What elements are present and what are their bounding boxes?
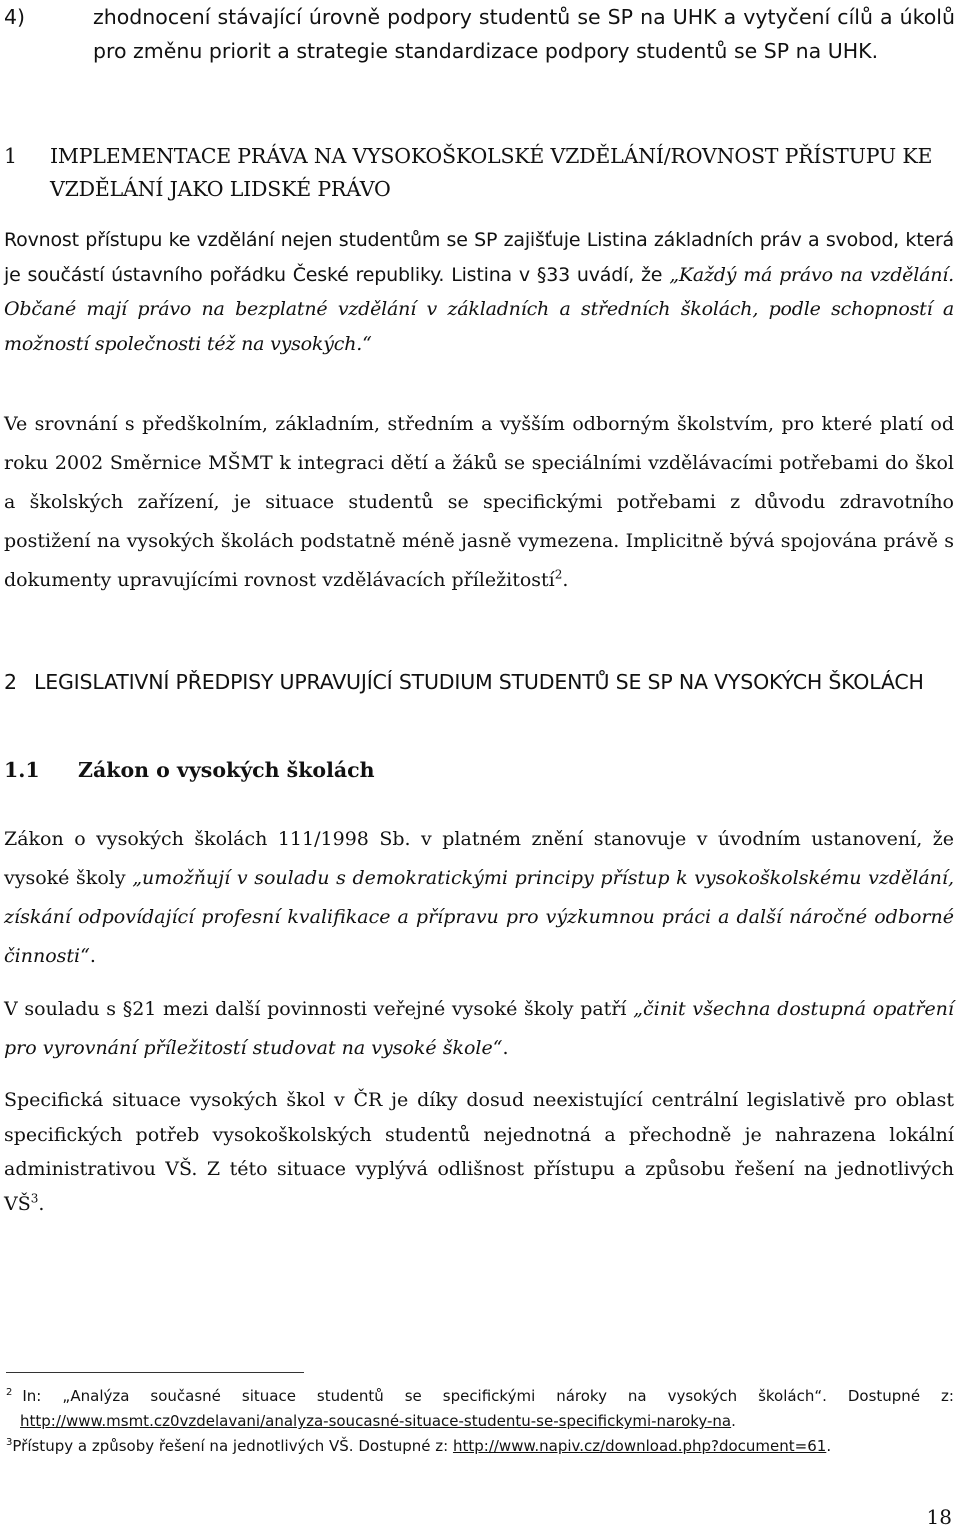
section-title: IMPLEMENTACE PRÁVA NA VYSOKOŠKOLSKÉ VZDĚLÁNÍ/ROVNOST PŘÍSTUPU KE VZDĚLÁNÍ JAKO LIDSKÉ PRÁVO <box>50 144 933 201</box>
footnote-word: školách“. <box>758 1387 827 1405</box>
quote-text: „Každý má právo na vzdělání. Občané mají právo na bezplatné vzdělání v základních a středních školách, podle schopností a možností společnosti též na vysokých.“ <box>4 263 954 355</box>
footnote-2 <box>6 1384 954 1434</box>
paragraph-specificka-situace <box>4 1083 954 1221</box>
list-item-text: zhodnocení stávající úrovně podpory studentů se SP na UHK a vytyčení cílů a úkolů pro změnu priorit a strategie standardizace podpory studentů se SP na UHK. <box>93 5 955 63</box>
section-title: LEGISLATIVNÍ PŘEDPISY UPRAVUJÍCÍ STUDIUM STUDENTŮ SE SP NA VYSOKÝCH ŠKOLÁCH <box>34 670 924 694</box>
quote-text: „umožňují v souladu s demokratickými principy přístup k vysokoškolskému vzdělání, získání odpovídající profesní kvalifikace a přípravu pro výzkumnou práci a další náročné odborné činnosti“ <box>4 867 955 967</box>
footnote-word: situace <box>241 1387 296 1405</box>
footnote-text: Přístupy a způsoby řešení na jednotlivých VŠ. Dostupné z: <box>12 1437 453 1455</box>
punctuation: . <box>562 569 569 591</box>
footnote-word: In: <box>22 1387 42 1405</box>
footnote-line <box>6 1384 954 1409</box>
footnote-word: se <box>404 1387 422 1405</box>
footnote-word: z: <box>941 1387 954 1405</box>
footnote-line <box>6 1409 954 1434</box>
footnote-3 <box>6 1434 954 1459</box>
punctuation: . <box>826 1437 832 1455</box>
footnote-number: 2 <box>6 1387 13 1398</box>
footnote-word: nároky <box>556 1387 607 1405</box>
footnote-number: 3 <box>6 1437 13 1448</box>
subsection-title: Zákon o vysokých školách <box>78 758 375 782</box>
section-number: 2 <box>4 670 18 694</box>
section-number: 1 <box>4 144 18 168</box>
quote-text: „činit všechna dostupná opatření pro vyrovnání příležitostí studovat na vysoké škole“ <box>4 998 954 1059</box>
footnote-word: současné <box>150 1387 221 1405</box>
paragraph-text: V souladu s §21 mezi další povinnosti veřejné vysoké školy patří <box>4 998 634 1020</box>
punctuation: . <box>731 1412 736 1430</box>
punctuation: . <box>89 945 96 967</box>
footnote-link[interactable]: http://www.napiv.cz/download.php?document=61 <box>452 1437 827 1455</box>
list-item-number: 4) <box>4 5 26 29</box>
footnote-word: vysokých <box>667 1387 738 1405</box>
footnote-word: „Analýza <box>62 1387 130 1405</box>
footnote-divider <box>6 1372 304 1373</box>
subsection-number: 1.1 <box>4 758 40 782</box>
paragraph-zakon <box>4 820 954 976</box>
paragraph-srovnani <box>4 405 954 600</box>
footnote-word: Dostupné <box>847 1387 921 1405</box>
footnote-word: specifickými <box>442 1387 536 1405</box>
punctuation: . <box>502 1037 509 1059</box>
footnote-ref[interactable]: 2 <box>554 567 563 582</box>
paragraph-text: Rovnost přístupu ke vzdělání nejen studentům se SP zajišťuje Listina základních práv a svobod, která je součástí ústavního pořádku České republiky. Listina v §33 uvádí, že <box>4 229 954 286</box>
paragraph-rovnost <box>4 223 954 361</box>
footnote-link[interactable]: http://www.msmt.cz0vzdelavani/analyza-soucasné-situace-studentu-se-specifickymi-naroky-na <box>20 1412 732 1430</box>
footnote-word: studentů <box>316 1387 384 1405</box>
paragraph-text: Zákon o vysokých školách 111/1998 Sb. v platném znění stanovuje v úvodním ustanovení, že vysoké školy <box>4 828 954 889</box>
footnote-ref[interactable]: 3 <box>30 1191 39 1206</box>
punctuation: . <box>38 1192 45 1215</box>
paragraph-text: Ve srovnání s předškolním, základním, středním a vyšším odborným školstvím, pro které platí od roku 2002 Směrnice MŠMT k integraci dětí a žáků se speciálními vzdělávacími potřebami do škol a školských zařízení, je situace studentů se specifickými potřebami z důvodu zdravotního postižení na vysokých školách podstatně méně jasně vymezena. Implicitně bývá spojována právě s dokumenty upravujícími rovnost vzdělávacích příležitostí <box>4 413 954 591</box>
paragraph-text: Specifická situace vysokých škol v ČR je díky dosud neexistující centrální legislativě pro oblast specifických potřeb vysokoškolských studentů nejednotná a přechodně je nahrazena lokální administrativou VŠ. Z této situace vyplývá odlišnost přístupu a způsobu řešení na jednotlivých VŠ <box>4 1089 954 1215</box>
footnote-word: na <box>627 1387 647 1405</box>
footnote-word <box>6 1384 41 1409</box>
paragraph-povinnosti <box>4 990 954 1068</box>
page-number: 18 <box>926 1505 952 1529</box>
